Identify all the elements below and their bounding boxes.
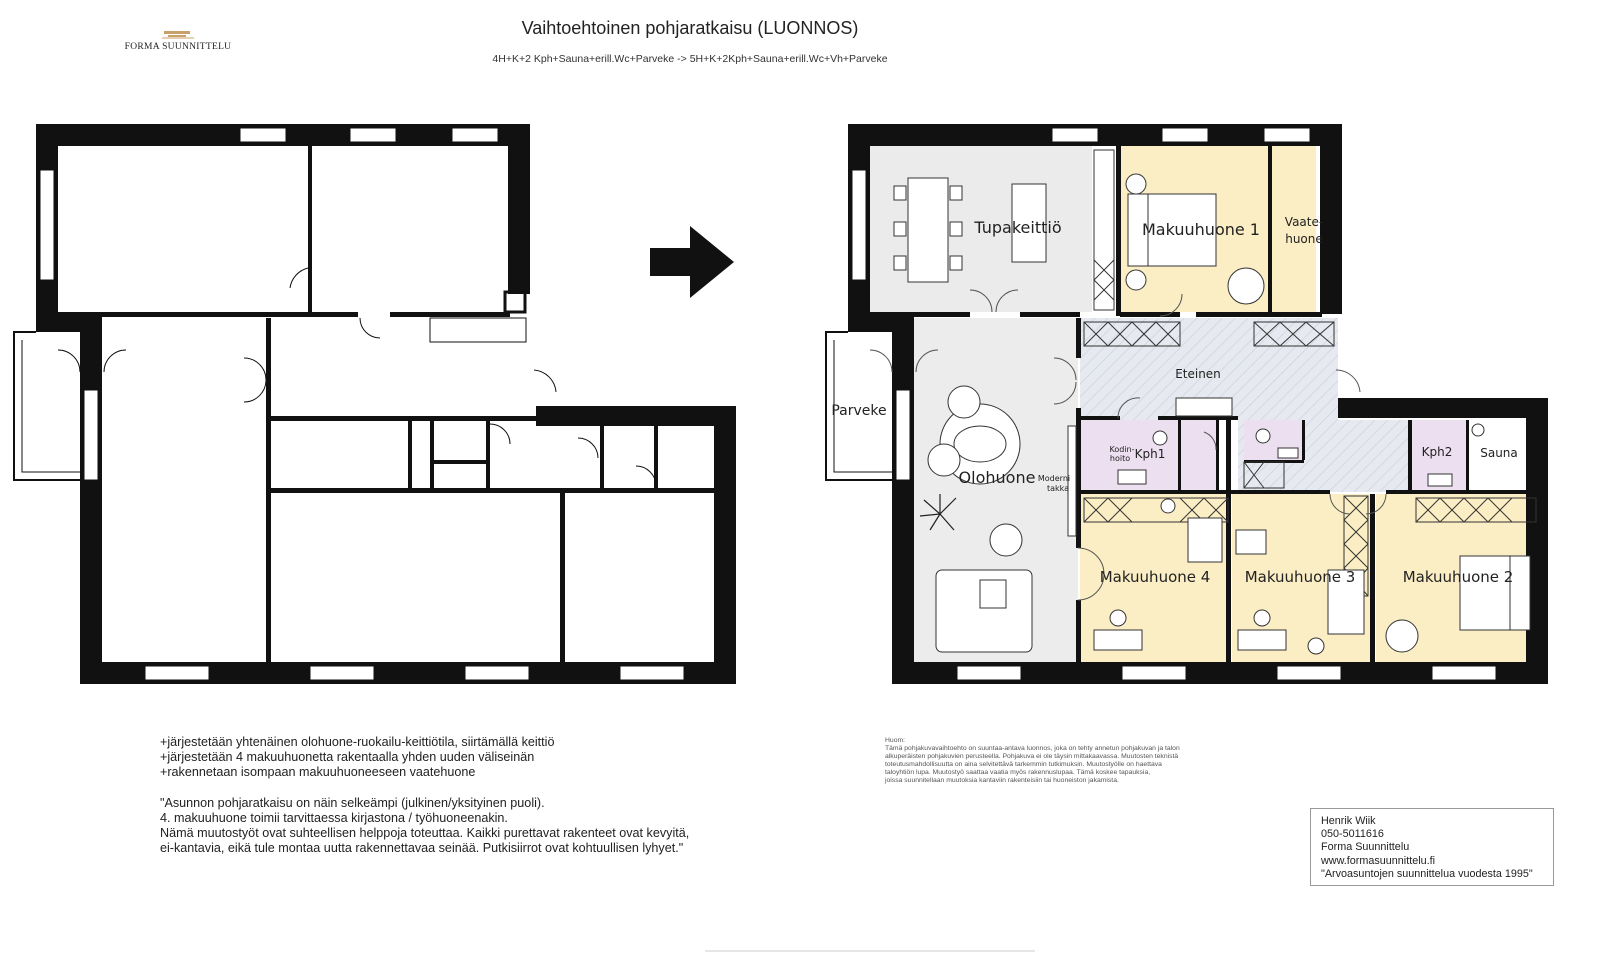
logo-text: FORMA SUUNNITTELU (124, 42, 232, 52)
room-label-kodinhoito-line2: hoito (1109, 454, 1131, 463)
room-label-makuuhuone4: Makuuhuone 4 (1099, 568, 1211, 586)
room-label-kph1: Kph1 (1134, 447, 1166, 461)
room-label-vaatehuone-line1: Vaate- (1284, 215, 1324, 229)
note-line: +järjestetään yhtenäinen olohuone-ruokailu-keittiötila, siirtämällä keittiö (160, 735, 555, 749)
contact-name: Henrik Wiik (1321, 815, 1376, 827)
room-label-eteinen: Eteinen (1175, 367, 1221, 381)
room-label-makuuhuone1: Makuuhuone 1 (1142, 220, 1260, 239)
proposed-floor-plan (826, 124, 1548, 684)
note-line: 4. makuuhuone toimii tarvittaessa kirjastona / työhuoneenakin. (160, 810, 508, 825)
room-label-kodinhoito-line1: Kodin- (1109, 445, 1135, 454)
room-label-takka-line2: takka (1046, 484, 1070, 493)
contact-website: www.formasuunnittelu.fi (1321, 854, 1436, 867)
contact-company: Forma Suunnittelu (1321, 841, 1410, 854)
room-label-makuuhuone2: Makuuhuone 2 (1402, 568, 1514, 586)
note-line: ei-kantavia, eikä tule montaa uutta rakennettavaa seinää. Putkisiirrot ovat kohtuullisen lyhyet." (160, 841, 684, 856)
note-line: +rakennetaan isompaan makuuhuoneeseen vaatehuone (160, 765, 476, 780)
disclaimer (885, 737, 1225, 785)
room-label-takka-line1: Moderni (1037, 474, 1071, 483)
disclaimer-heading: Huom: (885, 737, 906, 744)
room-label-makuuhuone3: Makuuhuone 3 (1244, 568, 1356, 586)
right-arrow-icon (650, 226, 734, 298)
page-subtitle: 4H+K+2 Kph+Sauna+erill.Wc+Parveke -> 5H+K+2Kph+Sauna+erill.Wc+Vh+Parveke (492, 53, 888, 65)
disclaimer-line: alkuperäisten pohjakuvien perusteella. Pohjakuva ei ole täysin mittakaavassa. Muutosten teknistä (885, 753, 1179, 760)
room-label-olohuone: Olohuone (958, 468, 1036, 487)
room-label-sauna: Sauna (1480, 446, 1518, 460)
contact-phone: 050-5011616 (1321, 828, 1384, 841)
disclaimer-line: taloyhtiön lupa. Muutostyö saattaa vaatia myös rakennuslupaa. Tämä koskee tapauksia, (885, 769, 1151, 776)
page-title: Vaihtoehtoinen pohjaratkaisu (LUONNOS) (521, 18, 859, 38)
disclaimer-line: toteutusmahdollisuutta on aina selvitettävä tarkemmin tutkimuksin. Muutostyölle on haettava (885, 761, 1162, 768)
disclaimer-line: joissa suunnitellaan muutoksia kantaviin rakenteisiin tai huoneiston jakamista. (885, 777, 1119, 784)
contact-slogan: "Arvoasuntojen suunnittelua vuodesta 1995" (1321, 867, 1533, 880)
note-line: +järjestetään 4 makuuhuonetta rakentaalla yhden uuden väliseinän (160, 750, 535, 765)
note-line: Nämä muutostyöt ovat suhteellisen helppoja toteuttaa. Kaikki purettavat rakenteet ovat kevyitä, (160, 826, 690, 841)
room-label-parveke: Parveke (831, 403, 887, 419)
design-notes (160, 735, 760, 856)
footer-divider (705, 950, 1035, 952)
room-label-vaatehuone-line2: huone (1285, 232, 1323, 246)
note-line: "Asunnon pohjaratkaisu on näin selkeämpi (julkinen/yksityinen puoli). (160, 795, 545, 810)
room-label-tupakeittio: Tupakeittiö (974, 218, 1062, 237)
contact-box (1310, 808, 1554, 886)
room-label-kph2: Kph2 (1421, 445, 1453, 459)
disclaimer-line: Tämä pohjakuvavaihtoehto on suuntaa-antava luonnos, joka on tehty annetun pohjakuvan ja talon (885, 745, 1180, 752)
original-floor-plan (14, 124, 736, 684)
